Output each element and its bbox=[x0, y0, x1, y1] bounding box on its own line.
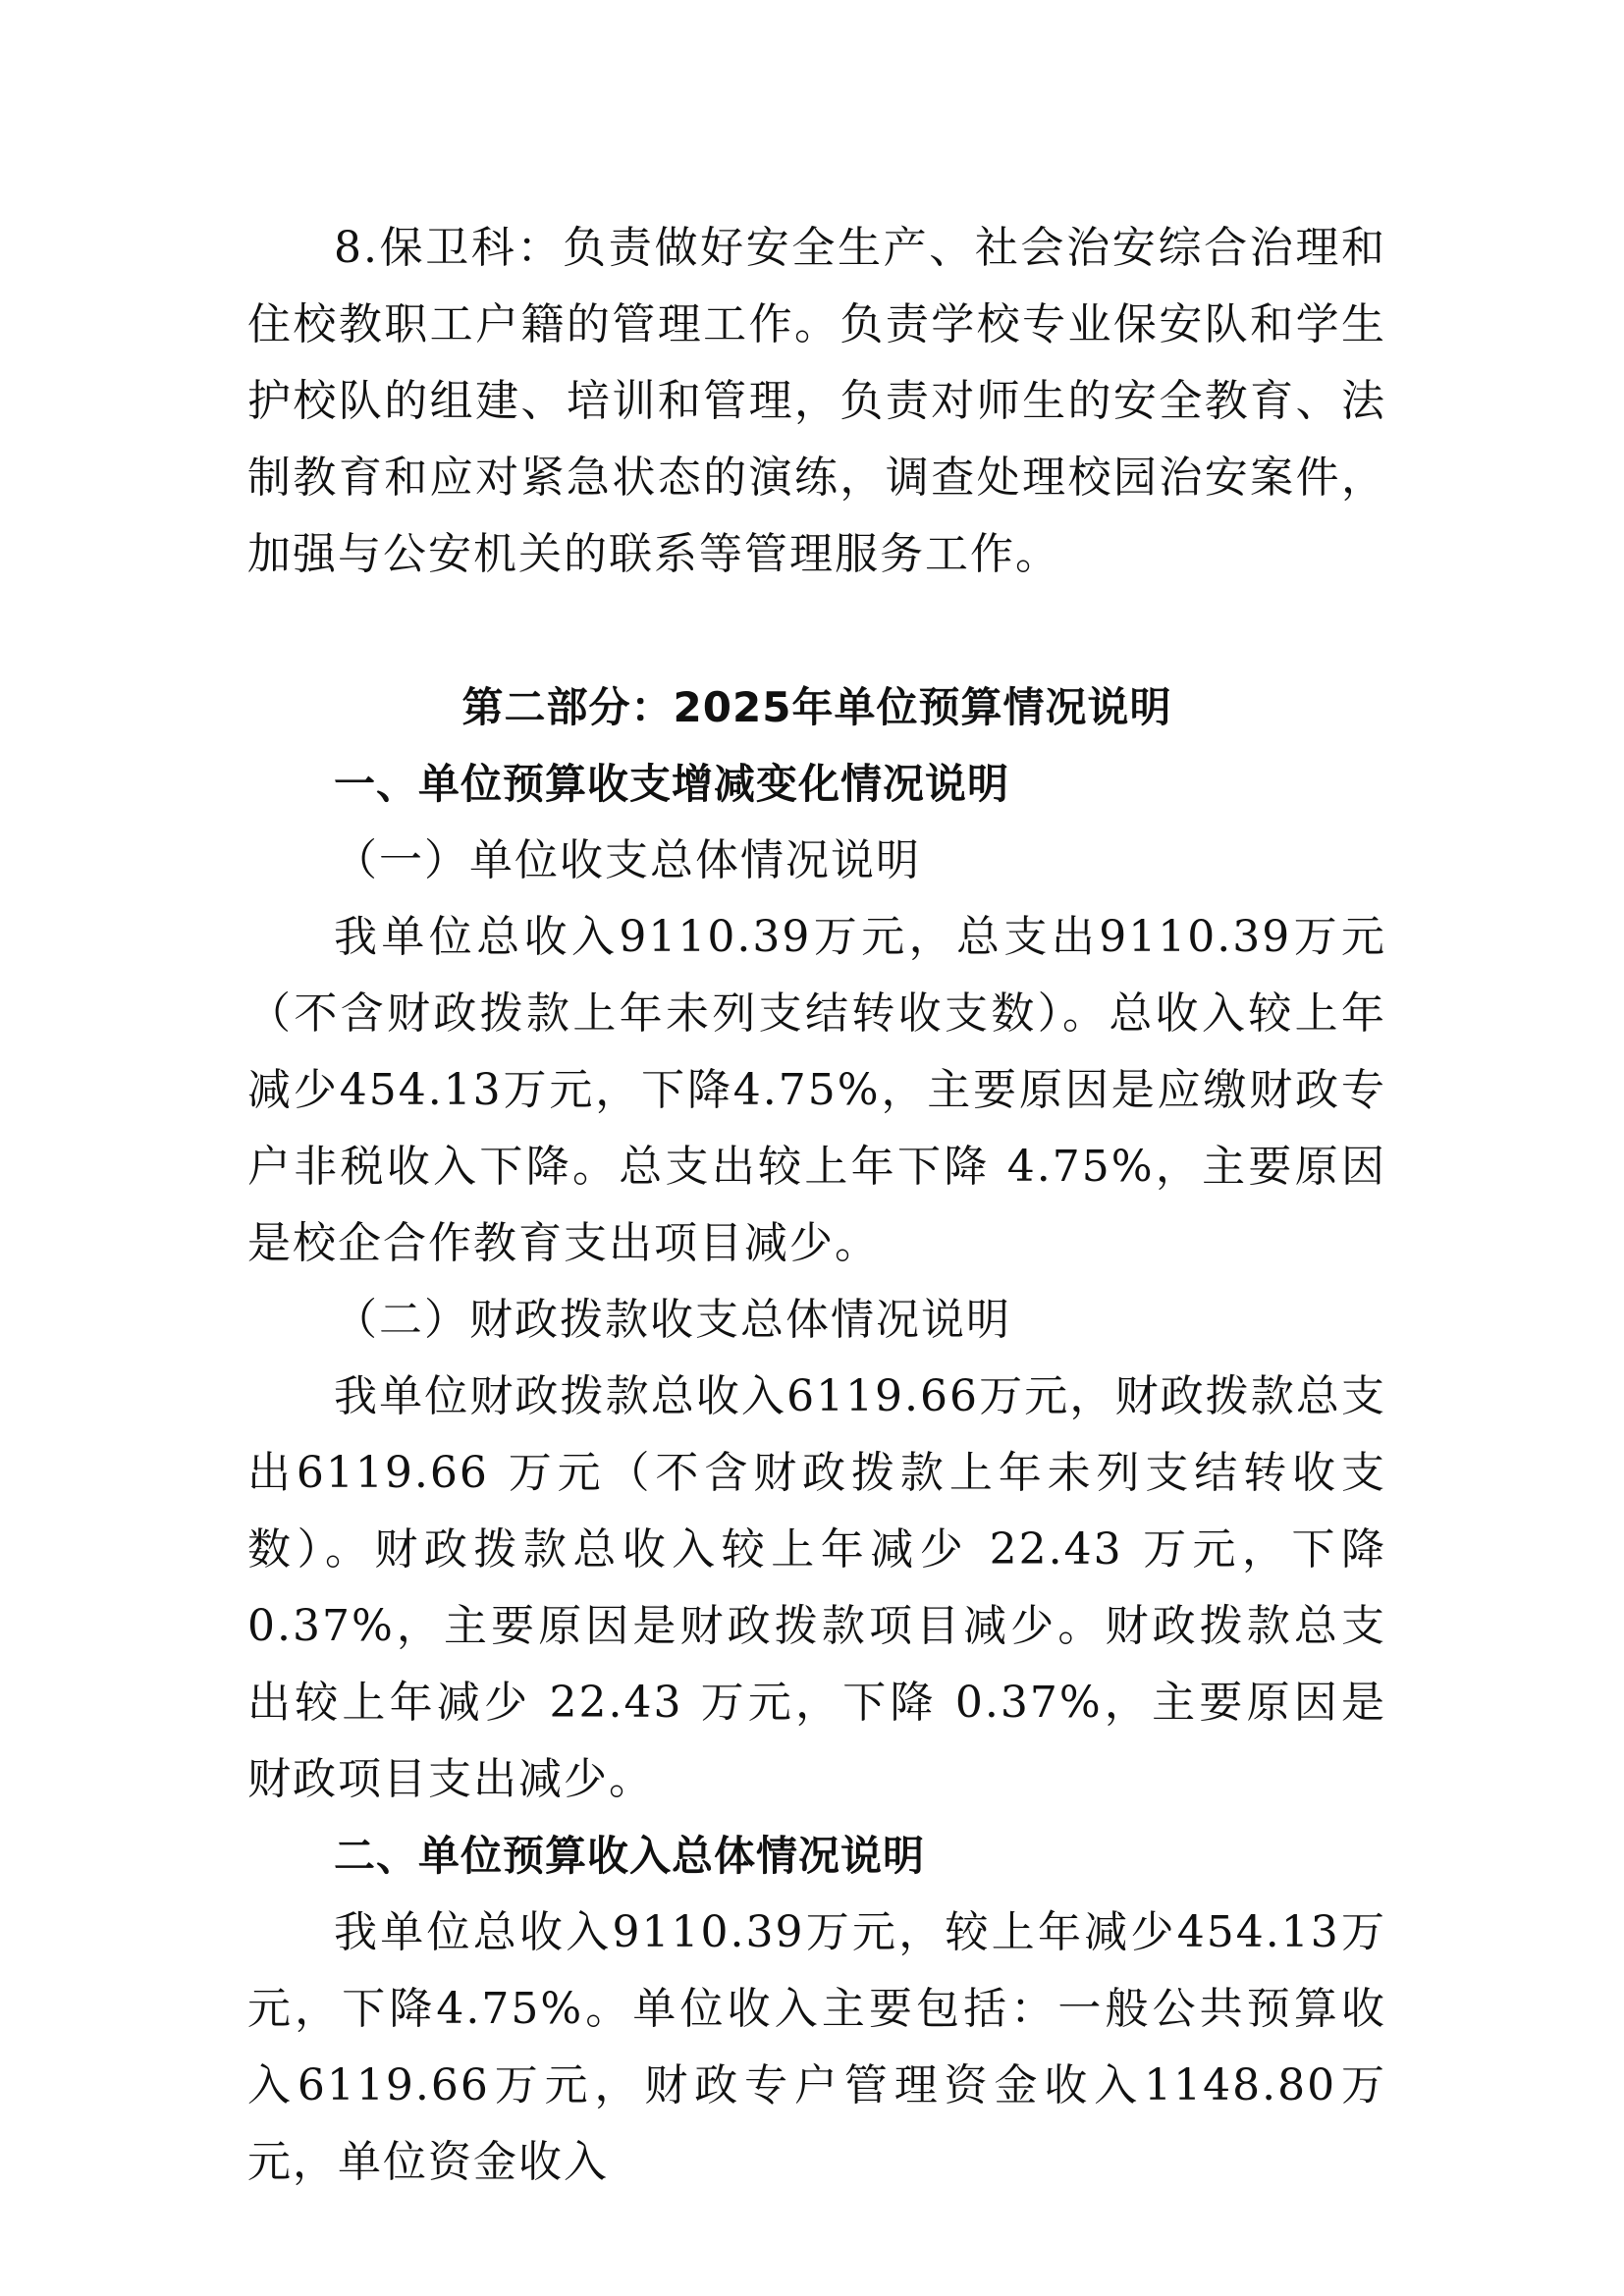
document-body bbox=[247, 210, 1386, 2201]
part-two-title: 第二部分：2025年单位预算情况说明 bbox=[461, 683, 1172, 731]
heading-budget-change: 一、单位预算收支增减变化情况说明 bbox=[334, 760, 1010, 808]
section-gap bbox=[247, 593, 1386, 669]
subheading-overall-income-expense: （一）单位收支总体情况说明 bbox=[334, 835, 921, 885]
heading-income-overview: 二、单位预算收入总体情况说明 bbox=[334, 1832, 926, 1880]
paragraph-security-section: 8.保卫科：负责做好安全生产、社会治安综合治理和住校教职工户籍的管理工作。负责学校专业保安队和学生护校队的组建、培训和管理，负责对师生的安全教育、法制教育和应对紧急状态的演练，调查处理校园治安案件，加强与公安机关的联系等管理服务工作。 bbox=[247, 223, 1386, 579]
paragraph-fiscal-appropriation: 我单位财政拨款总收入6119.66万元，财政拨款总支出6119.66 万元（不含财政拨款上年未列支结转收支数）。财政拨款总收入较上年减少 22.43 万元，下降 0.37%，主要原因是财政拨款项目减少。财政拨款总支出较上年减少 22.43 万元，下降 0.37%，主要原因是财政项目支出减少。 bbox=[247, 1371, 1386, 1804]
paragraph-overall-income-expense: 我单位总收入9110.39万元，总支出9110.39万元（不含财政拨款上年未列支结转收支数）。总收入较上年减少454.13万元，下降4.75%，主要原因是应缴财政专户非税收入下降。总支出较上年下降 4.75%，主要原因是校企合作教育支出项目减少。 bbox=[247, 912, 1386, 1268]
paragraph-income-overview: 我单位总收入9110.39万元，较上年减少454.13万元，下降4.75%。单位收入主要包括：一般公共预算收入6119.66万元，财政专户管理资金收入1148.80万元，单位资金收入 bbox=[247, 1907, 1386, 2187]
subheading-fiscal-appropriation: （二）财政拨款收支总体情况说明 bbox=[334, 1295, 1011, 1345]
